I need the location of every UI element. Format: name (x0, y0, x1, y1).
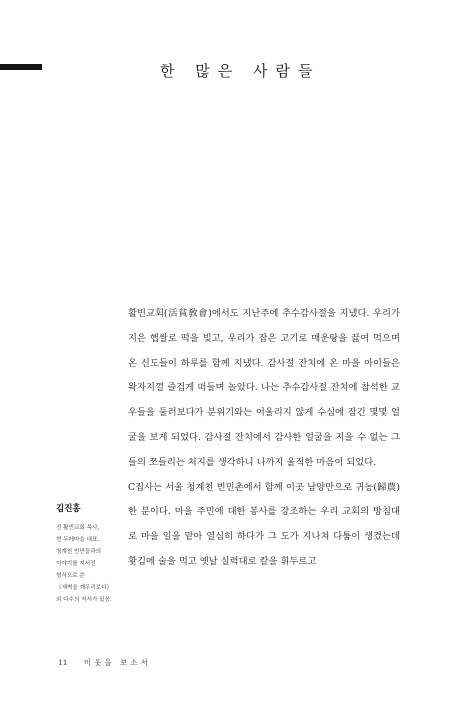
author-bio-line: 청계천 빈민들과의 (56, 549, 102, 555)
publication-name: 이웃을 보소서 (83, 658, 151, 667)
author-bio-line: 《새벽을 깨우리로다》 (56, 585, 113, 591)
author-bio-line: 형식으로 쓴 (56, 573, 85, 579)
body-paragraph: 활빈교회(活貧敎會)에서도 지난주에 추수감사절을 지냈다. 우리가 지은 햅쌀로 떡을 빚고, 우리가 잡은 고기로 매운탕을 끓여 먹으며 온 신도들이 하루를 함께 지냈다. 감사절 잔치에 온 마을 아이들은 왁자지껄 즐겁게 떠들며 놀았다. 나는 추수감사절 잔치에 참석한 교우들을 둘러보다가 분위기와는 어울리지 않게 수심에 잠긴 몇몇 얼굴을 보게 되었다. 감사절 잔치에서 감사한 얼굴을 지을 수 없는 그들의 쪼들리는 처지를 생각하니 나까지 울적한 마음이 되었다. (128, 308, 400, 468)
page-number: 11 (58, 658, 68, 667)
author-bio-line: 외 다수의 저서가 있음. (56, 597, 112, 603)
article-body (128, 302, 400, 575)
page-footer (58, 657, 151, 668)
author-sidebar (56, 502, 122, 606)
author-bio (56, 522, 122, 606)
article-title: 한 많은 사람들 (160, 62, 321, 80)
author-name: 김진홍 (56, 504, 81, 514)
body-paragraph: C집사는 서울 청계천 빈민촌에서 함께 이곳 남양만으로 귀농(歸農)한 분이다. 마을 주민에 대한 봉사를 강조하는 우리 교회의 방침대로 마을 일을 맡아 열심히 하다가 그 도가 지나쳐 다툼이 생겼는데 홧김에 술을 먹고 옛날 실력대로 칼을 휘두르고 (128, 481, 400, 567)
author-bio-line: 현 두레마을 대표. (56, 537, 100, 543)
author-bio-line: 이야기를 지서전 (56, 561, 96, 567)
decorative-bar (0, 64, 42, 70)
author-bio-line: 전 활빈교회 목사, (56, 525, 100, 531)
